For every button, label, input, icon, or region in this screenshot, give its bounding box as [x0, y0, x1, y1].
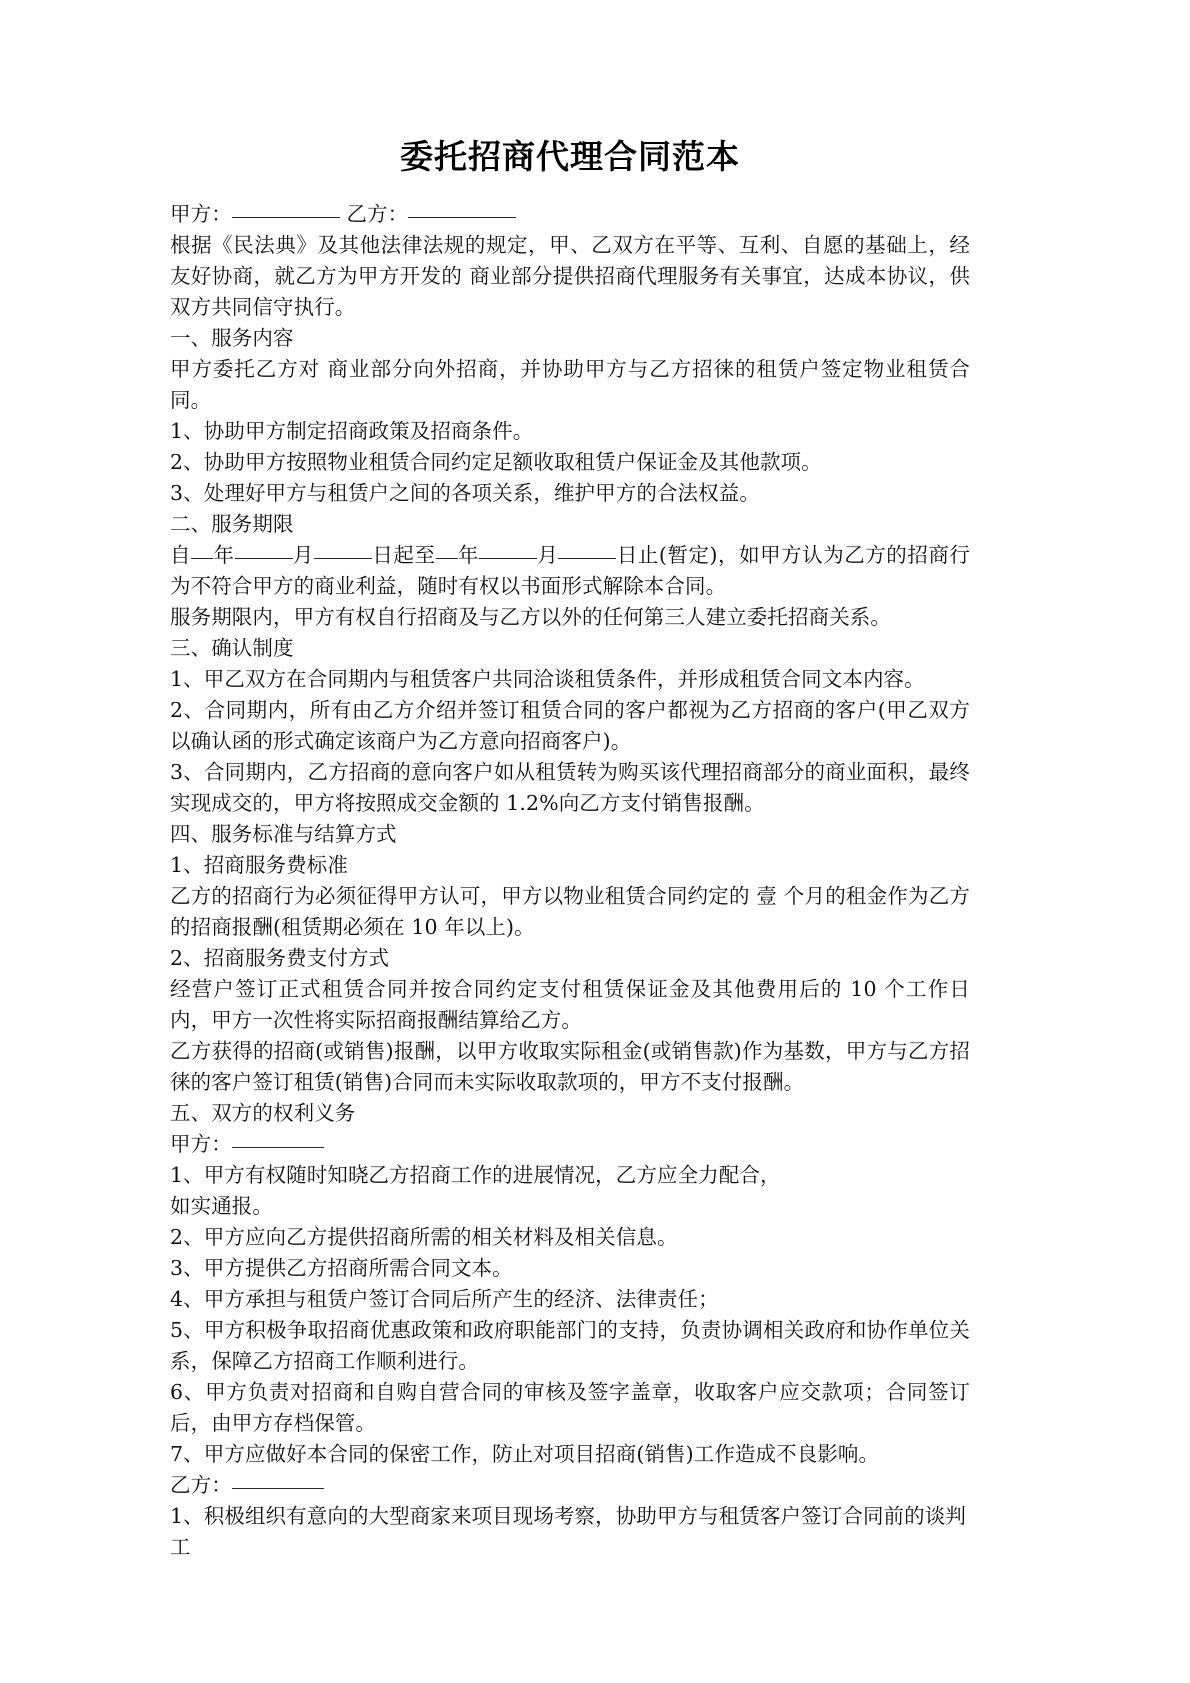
paragraph-section-5-a-item-4: 4、甲方承担与租赁户签订合同后所产生的经济、法律责任；: [170, 1287, 719, 1311]
term-year-end-blank[interactable]: [436, 558, 458, 559]
paragraph-preamble: 根据《民法典》及其他法律法规的规定，甲、乙双方在平等、互利、自愿的基础上，经友好协商，就乙方为甲方开发的 商业部分提供招商代理服务有关事宜，达成本协议，供双方共同信守执行。: [170, 233, 970, 319]
paragraph-section-3-item-1: 1、甲乙双方在合同期内与租赁客户共同洽谈租赁条件，并形成租赁合同文本内容。: [170, 667, 925, 691]
party-b-label: 乙方：: [346, 202, 409, 226]
term-year-label-2: 年: [457, 543, 479, 567]
paragraph-service-term: [170, 540, 970, 602]
paragraph-section-5-a-item-1: 1、甲方有权随时知晓乙方招商工作的进展情况，乙方应全力配合，: [170, 1163, 781, 1187]
term-day-start-blank[interactable]: [314, 558, 372, 559]
heading-section-4-item-1: 1、招商服务费标准: [170, 853, 348, 877]
heading-section-4-item-2: 2、招商服务费支付方式: [170, 946, 390, 970]
paragraph-section-1-item-3: 3、处理好甲方与租赁户之间的各项关系，维护甲方的合法权益。: [170, 481, 760, 505]
party-a-signature-blank[interactable]: [232, 1147, 324, 1148]
paragraph-section-1-item-1: 1、协助甲方制定招商政策及招商条件。: [170, 419, 534, 443]
term-year-label: 年: [213, 543, 235, 567]
term-year-start-blank[interactable]: [191, 558, 213, 559]
paragraph-section-1-item-2: 2、协助甲方按照物业租赁合同约定足额收取租赁户保证金及其他款项。: [170, 450, 822, 474]
party-a-blank[interactable]: [232, 217, 340, 218]
paragraph-section-3-item-3: 3、合同期内，乙方招商的意向客户如从租赁转为购买该代理招商部分的商业面积，最终实现成交的，甲方将按照成交金额的 1.2%向乙方支付销售报酬。: [170, 760, 970, 815]
heading-section-2: 二、服务期限: [170, 512, 294, 536]
term-month-end-blank[interactable]: [479, 558, 537, 559]
party-b-blank[interactable]: [408, 217, 516, 218]
heading-section-5: 五、双方的权利义务: [170, 1101, 356, 1125]
term-tail-text: 日止(暂定)，如甲方认为乙方的招商行为不符合甲方的商业利益，随时有权以书面形式解除本合同。: [170, 543, 970, 598]
paragraph-section-5-a-item-3: 3、甲方提供乙方招商所需合同文本。: [170, 1256, 513, 1280]
term-day-start-label: 日起至: [371, 543, 436, 567]
paragraph-section-5-a-item-7: 7、甲方应做好本合同的保密工作，防止对项目招商(销售)工作造成不良影响。: [170, 1442, 880, 1466]
paragraph-section-5-a-item-1b: 如实通报。: [170, 1194, 273, 1218]
paragraph-section-4-item-2-body: 经营户签订正式租赁合同并按合同约定支付租赁保证金及其他费用后的 10 个工作日内，甲方一次性将实际招商报酬结算给乙方。: [170, 977, 970, 1032]
party-b-signature-label: 乙方：: [170, 1473, 232, 1497]
party-b-signature-line: [170, 1470, 970, 1501]
document-body: [170, 133, 970, 1563]
heading-section-4: 四、服务标准与结算方式: [170, 822, 397, 846]
heading-section-3: 三、确认制度: [170, 636, 294, 660]
paragraph-section-5-b-item-1: 1、积极组织有意向的大型商家来项目现场考察，协助甲方与租赁客户签订合同前的谈判工: [170, 1504, 966, 1559]
paragraph-section-4-item-1-body: 乙方的招商行为必须征得甲方认可，甲方以物业租赁合同约定的 壹 个月的租金作为乙方的招商报酬(租赁期必须在 10 年以上)。: [170, 884, 970, 939]
party-b-signature-blank[interactable]: [232, 1488, 324, 1489]
paragraph-section-1-intro: 甲方委托乙方对 商业部分向外招商，并协助甲方与乙方招徕的租赁户签定物业租赁合同。: [170, 357, 970, 412]
page-title: 委托招商代理合同范本: [400, 137, 740, 176]
term-month-label: 月: [292, 543, 314, 567]
paragraph-section-5-a-item-5: 5、甲方积极争取招商优惠政策和政府职能部门的支持，负责协调相关政府和协作单位关系，保障乙方招商工作顺利进行。: [170, 1318, 970, 1373]
term-day-end-blank[interactable]: [558, 558, 616, 559]
party-a-signature-line: [170, 1129, 970, 1160]
paragraph-section-2-extra: 服务期限内，甲方有权自行招商及与乙方以外的任何第三人建立委托招商关系。: [170, 605, 891, 629]
term-month-label-2: 月: [536, 543, 559, 567]
paragraph-section-5-a-item-6: 6、甲方负责对招商和自购自营合同的审核及签字盖章，收取客户应交款项；合同签订后，由甲方存档保管。: [170, 1380, 970, 1435]
parties-line: [170, 199, 970, 230]
term-prefix: 自: [170, 543, 192, 567]
paragraph-section-4-item-2-body2: 乙方获得的招商(或销售)报酬，以甲方收取实际租金(或销售款)作为基数，甲方与乙方招徕的客户签订租赁(销售)合同而未实际收取款项的，甲方不支付报酬。: [170, 1039, 970, 1094]
term-month-start-blank[interactable]: [235, 558, 293, 559]
paragraph-section-3-item-2: 2、合同期内，所有由乙方介绍并签订租赁合同的客户都视为乙方招商的客户(甲乙双方以确认函的形式确定该商户为乙方意向招商客户)。: [170, 698, 970, 753]
heading-section-1: 一、服务内容: [170, 326, 294, 350]
paragraph-section-5-a-item-2: 2、甲方应向乙方提供招商所需的相关材料及相关信息。: [170, 1225, 678, 1249]
party-a-signature-label: 甲方：: [170, 1132, 232, 1156]
party-a-label: 甲方：: [170, 202, 232, 226]
